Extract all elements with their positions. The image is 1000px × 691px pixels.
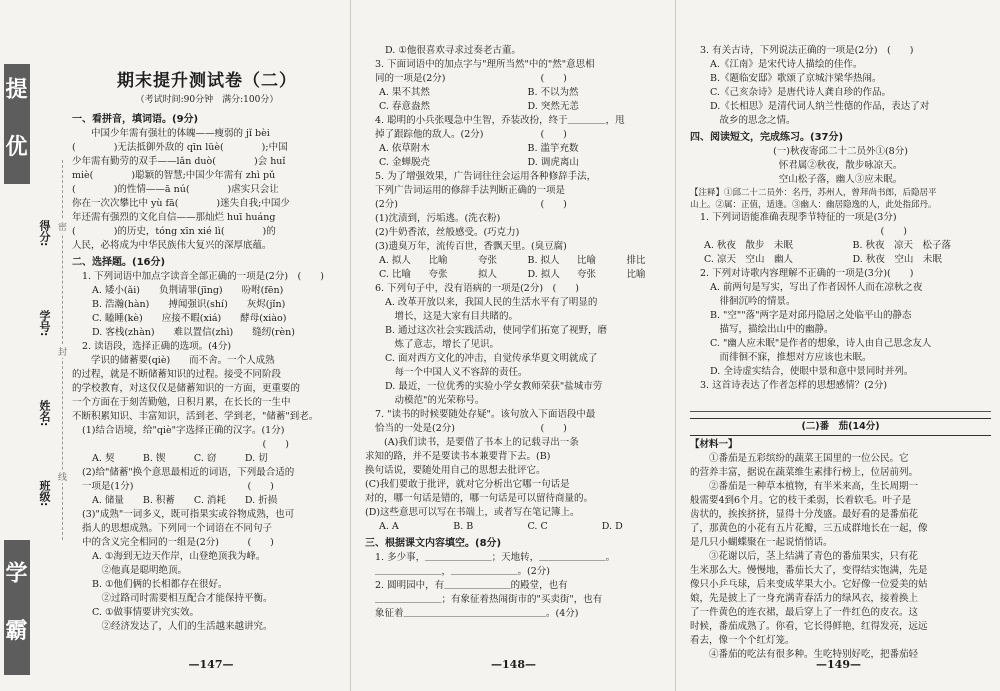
question-line: (2)牛奶香浓，丝般感受。(巧克力) [375,227,520,238]
text-line: 求知的路，并不是要读书本兼要背下去。(B) [365,451,551,462]
exam-subtitle: （考试时间:90分钟 满分:100分） [135,95,279,105]
section-heading: 二、选择题。(16分) [72,257,166,268]
question-line: ＿＿＿＿＿＿＿；有象征着热闹街市的"买卖街"，也有 [375,594,603,605]
option-line: B. 浩瀚(hàn) 搏闻强识(shí) 灰烬(jǐn) [92,299,286,310]
question-line: 指人的思想成熟。下列同一个词语在不同句子 [82,523,273,534]
option-line: 动模范"的光荣称号。 [385,395,485,406]
option-line: B. ①他们俩的长相都存在很好。 [92,579,228,590]
text-line: 是几只小蝴蝶聚在一起说悄悄话。 [690,537,833,548]
option: 比喻 [577,255,597,266]
binding-strip [0,40,34,680]
option-line: A. 前两句是写实，写出了作者因怀人而在凉秋之夜 [710,282,923,293]
question-line: (3)遗臭万年，流传百世，香飘天里。(臭豆腐) [375,241,567,252]
text-line: ( )的历史，tóng xīn xié lì( )的 [72,226,276,237]
option-line: C. ①做事情要讲究实效。 [92,607,199,618]
options-row [365,142,666,156]
text-line: 时候，番茄成熟了。你看，它长得鲜艳，红得发亮，远远 [690,621,928,632]
question-line: ＿＿＿＿＿＿＿，＿＿＿＿＿＿＿。(2分) [375,566,550,577]
option: 夸张 [577,269,597,280]
option-line: 而徘徊不寐，推想对方应该也未眠。 [710,352,872,363]
option: D. 调虎离山 [527,157,579,168]
class-label: 班级: [38,480,51,507]
paragraph-line: ②番茄是一种草本植物，有半米来高，生长周期一 [709,481,919,492]
text-line: 的营养丰富，据说在蔬菜维生素排行榜上，位居前列。 [690,467,919,478]
option-line: A. 契 B. 锲 C. 窃 D. 切 [92,453,268,464]
text-line: 了一件黄色的连衣裙，最后穿上了一件红色的皮衣。这 [690,607,919,618]
option: B. 不以为然 [527,87,579,98]
question-line: 2. 读语段，选择正确的选项。(4分) [82,341,232,352]
page-149 [675,0,1000,691]
option: C. C [527,521,548,532]
options-row [365,268,666,282]
option-line: 描写，描绘出山中的幽静。 [710,324,834,335]
question-line: 1. 下列词语中加点字读音全部正确的一项是(2分) ( ) [82,271,324,282]
option: D. 突然无恙 [527,101,579,112]
option-line: A. 储量 B. 积蓄 C. 消耗 D. 折损 [92,495,278,506]
text-line: 的学校教育，对这仅仅是储蓄知识的一方面，更重要的 [72,383,301,394]
text-line: ( )的性情——ā nú( )虐实只会让 [72,184,279,195]
question-line: 下列广告词运用的修辞手法判断正确的一项是 [375,185,566,196]
option: A. 秋夜 散步 未眠 [704,240,793,251]
seal-char: 封 [58,345,67,358]
option-line: 徘徊沉吟的情景。 [710,296,796,307]
answer-line [690,395,991,412]
text-line: ( )无法抵御外敌的 qīn lüè( );中国 [72,142,288,153]
option-line: 增长，这是大家有目共睹的。 [385,311,519,322]
poem-line: (一)秋夜寄邱二十二员外①(8分) [773,146,908,157]
text-line: 一个方面在于刻苦勤勉，日积月累，在长长的一生中 [72,397,291,408]
option: 比喻 [428,255,448,266]
option: D. D [601,521,623,532]
question-line: 2. 下列对诗歌内容理解不正确的一项是(3分)( ) [700,268,914,279]
question-line: (3)"成熟"一词多义，既可指果实或谷物成熟，也可 [82,509,295,520]
option-line: 每一个中国人义不容辞的责任。 [385,367,528,378]
option: B. 拟人 [527,255,560,266]
options-row [365,156,666,170]
option: A. 果不其然 [379,87,430,98]
option-line: 炼了意志，增长了见识。 [385,339,500,350]
option: 夸张 [428,269,448,280]
options-row [690,239,991,253]
option: C. 凉天 空山 幽人 [704,254,793,265]
option: D. 秋夜 空山 未眠 [852,254,942,265]
section-heading: 四、阅读短文，完成练习。(37分) [690,132,844,143]
option: C. 金蝉脱壳 [379,157,430,168]
option-line: ②他真是聪明绝顶。 [92,565,188,576]
text-line: 人民，必将成为中华民族伟大复兴的深厚底蕴。 [72,240,272,251]
option-line: 故乡的思念之情。 [710,115,796,126]
poem-line: 空山松子落，幽人③应未眠。 [778,174,903,185]
text-line: 你在一次次攀比中 yù fā( )迷失自我;中国少 [72,198,290,209]
paragraph-line: (A)我们读书，是要借了书本上的记载寻出一条 [384,437,579,448]
score-label: 得分: [38,220,51,247]
option: C. 春意盎然 [379,101,430,112]
seal-char: 线 [58,470,67,483]
option-line: C. "幽人应未眠"是作者的想象，诗人由自己思念友人 [710,338,932,349]
question-line: (2)给"储蓄"换个意思最相近的词语，下列最合适的 [82,467,295,478]
option-line: B. 通过这次社会实践活动，使同学们拓宽了视野，磨 [385,325,608,336]
paragraph-line: 中国少年需有强壮的体魄——瘦弱的 jǐ bèi [91,128,270,139]
option-line: ②过路司时需要相互配合才能保持平衡。 [92,593,273,604]
page-147-content [72,110,342,634]
question-line: 6. 下列句子中，没有语病的一项是(2分) ( ) [375,283,579,294]
text-line: 生米那么大。慢慢地，番茄长大了，变得结实饱满，先是 [690,565,928,576]
page-148 [350,0,676,691]
question-line: 4. 聪明的小兵张嘎急中生智，乔装改扮，终于＿＿＿＿，甩 [375,115,625,126]
option: 排比 [626,255,646,266]
question-line: 3. 下面词语中的加点字与"理所当然"中的"然"意思相 [375,59,595,70]
option-line: D. 最近，一位优秀的实验小学女教师荣获"盐城市劳 [385,381,603,392]
option-line: A. 改革开放以来，我国人民的生活水平有了明显的 [385,297,598,308]
text-line: (D)这些意思可以写在书端上，或者写在笔记簿上。 [365,507,580,518]
option-line: C.《己亥杂诗》是唐代诗人龚自珍的作品。 [710,87,891,98]
question-line: 7. "读书的时候要随处存疑"。该句放入下面语段中最 [375,409,596,420]
question-line: (2分) ( ) [375,199,567,210]
paragraph-line: ①番茄是五彩缤纷的蔬菜王国里的一位公民。它 [709,453,909,464]
question-line: 1. 下列词语能准确表现季节特征的一项是(3分) [700,212,897,223]
question-line: 恰当的一处是(2分) ( ) [375,423,567,434]
question-line: 1. 多少事，＿＿＿＿＿＿＿；天地转，＿＿＿＿＿＿＿。 [375,552,616,563]
section-heading: 一、看拼音，填词语。(9分) [72,114,199,125]
text-line: 看去，像一个个红灯笼。 [690,635,795,646]
text-line: (C)我们要敢于批评，就对它分析出它哪一句话是 [365,479,570,490]
options-row [365,100,666,114]
seal-char: 密 [58,220,67,233]
option: A. 依草附木 [379,143,430,154]
poem-line: 怀君属②秋夜，散步咏凉天。 [778,160,903,171]
text-line: 齿状的，挨挨挤挤，显得十分茂盛。最好看的是番茄花 [690,509,919,520]
binding-labels [36,190,58,510]
id-label: 学号: [38,310,51,337]
passage-title: (二)番 茄(14分) [690,418,991,436]
question-line: 同的一项是(2分) ( ) [375,73,567,84]
text-line: miè( )聪颖的智慧;中国少年需有 zhì pǔ [72,170,276,181]
section-heading: 三、根据课文内容填空。(8分) [365,538,502,549]
text-line: 了，那黄色的小花有五片花瓣，三五成群地长在一起，像 [690,523,928,534]
question-line: 5. 为了增强效果，广告词往往会运用各种修辞手法， [375,171,597,182]
options-row [365,520,666,534]
option: C. 比喻 [379,269,411,280]
page-148-content [365,44,666,621]
text-line: 不断积累知识、丰富知识，活到老、学到老，"储蓄"到老。 [72,411,319,422]
brand-bottom: 学 霸 [4,540,30,675]
page-number: —148— [491,658,536,671]
paragraph-line: ④番茄的吃法有很多种。生吃特别好吃，把番茄轻 [709,649,919,660]
text-line: 的过程，就是不断储蓄知识的过程。接受不同阶段 [72,369,282,380]
question-line: 3. 这首诗表达了作者怎样的思想感情？(2分) [700,380,888,391]
option-line: D.《长相思》是清代词人纳兰性德的作品，表达了对 [710,101,930,112]
page-147 [0,0,350,691]
question-line: (1)结合语境，给"qiè"字选择正确的汉字。(1分) [82,425,285,436]
question-line: 一项是(1分) ( ) [82,481,274,492]
option: B. B [453,521,474,532]
option-line: A. ①海到无边天作岸，山登绝顶我为峰。 [92,551,266,562]
paragraph-line: ③花谢以后，茎上结满了青色的番茄果实，只有花 [709,551,919,562]
option-line: D. 全诗虚实结合，使眼中景和意中景同时并列。 [710,366,914,377]
text-line: 娘，先是披上了一身充满青春活力的绿风衣，接着换上 [690,593,919,604]
page-number: —147— [188,658,234,671]
option-line: D. ①他很喜欢寻求过奏老古董。 [385,45,521,56]
text-line: 年还需有强烈的文化自信——那灿烂 huī huáng [72,212,276,223]
question-line: 2. 圆明园中，有＿＿＿＿＿＿＿的殿堂，也有 [375,580,568,591]
option-line: A.《江南》是宋代诗人描绘的佳作。 [710,59,863,70]
option-line: ②经济发达了，人们的生活越来越讲究。 [92,621,273,632]
option-line: C. 瞌睡(kè) 应接不暇(xiá) 酵母(xiào) [92,313,287,324]
option: A. 拟人 [379,255,411,266]
option-line: B.《题临安邸》歌颂了京城汴梁华热闹。 [710,73,882,84]
option-line: C. 面对西方文化的冲击，自觉传承华夏文明就成了 [385,353,598,364]
option-line: D. 客栈(zhàn) 难以置信(zhì) 缝纫(rèn) [92,327,295,338]
options-row [365,86,666,100]
page-number: —149— [816,658,861,671]
option: 拟人 [478,269,498,280]
question-line: (1)沈渍到，污垢逃。(洗衣粉) [375,213,501,224]
text-line: 少年需有勤劳的双手——lǎn duò( )会 huǐ [72,156,286,167]
option-line: A. 矮小(ǎi) 负荆请罪(jīng) 吩咐(fēn) [92,285,284,296]
option: B. 秋夜 凉天 松子落 [852,240,952,251]
question-line: 象征着＿＿＿＿＿＿＿＿＿＿＿＿＿＿＿。(4分) [375,608,579,619]
question-line: 掉了跟踪他的敌人。(2分) ( ) [375,129,567,140]
name-label: 姓名: [38,400,51,427]
exam-title: 期末提升测试卷（二） [117,71,297,91]
option: A. A [379,521,399,532]
text-line: 换句话说，要随处用自己的思想去批评它。 [365,465,546,476]
text-line: 对的，哪一句话是错的，哪一句话是可以留待商量的。 [365,493,594,504]
paragraph-line: 学识的储蓄要(qiè) 而不舍。一个人成熟 [91,355,275,366]
option: D. 拟人 [527,269,560,280]
option: B. 滥竽充数 [527,143,579,154]
text-line: 般需要4到6个月。它的枝干柔弱，长着软毛。叶子是 [690,495,912,506]
text-line: 像只小乒乓球，后来变成苹果大小。它好像一位爱美的姑 [690,579,928,590]
options-row [365,254,666,268]
option: 夸张 [478,255,498,266]
question-line: ( ) [700,226,907,237]
material-label: 【材料一】 [690,439,738,450]
option: 比喻 [626,269,646,280]
annotation: 【注释】①邱二十二员外：名丹，苏州人，曾拜尚书郎，后隐居平 [690,188,937,198]
page-149-content [690,44,991,662]
question-line: ( ) [82,439,289,450]
option-line: B. "空""落"两字是对邱丹隐居之处临平山的静态 [710,310,912,321]
question-line: 中的含义完全相同的一组是(2分) ( ) [82,537,274,548]
brand-top: 提 优 [4,64,30,184]
options-row [690,253,991,267]
annotation: 山上。②属：正值，适逢。③幽人：幽居隐逸的人，此处指邱丹。 [690,200,937,210]
question-line: 3. 有关古诗，下列说法正确的一项是(2分) ( ) [700,45,914,56]
